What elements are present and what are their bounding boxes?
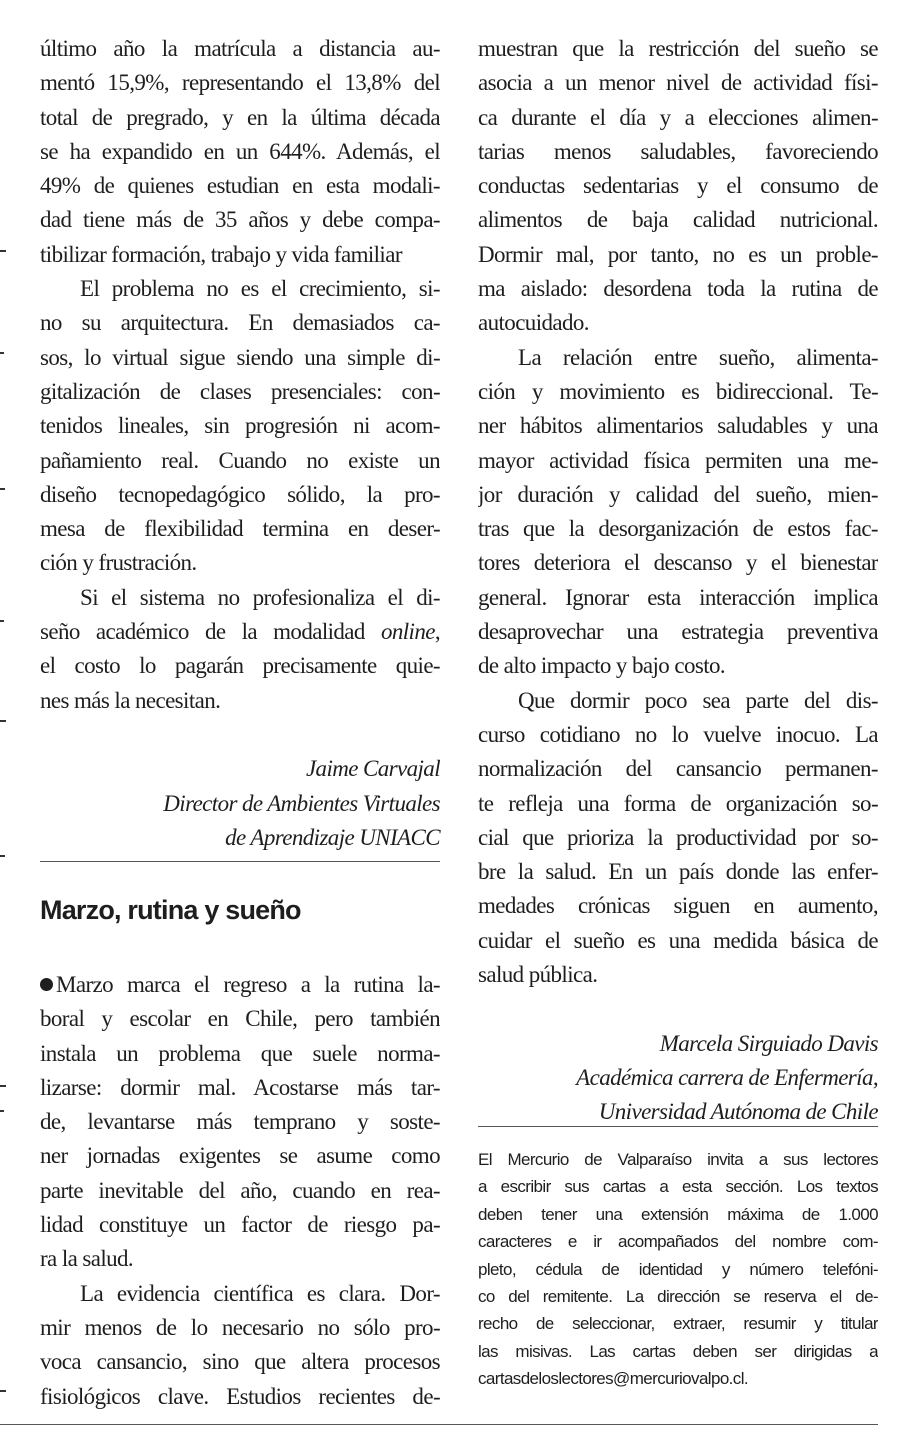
article-line: medades crónicas siguen en aumento, — [478, 893, 878, 919]
article-line: tibilizar formación, trabajo y vida familiar — [40, 241, 402, 267]
article-line: tenidos lineales, sin progresión ni acom- — [40, 413, 440, 439]
article-line: instala un problema que suele norma- — [40, 1040, 440, 1066]
editorial-notice — [478, 1146, 878, 1393]
article-line: El problema no es el crecimiento, si- — [80, 276, 440, 302]
notice-line: deben tener una extensión máxima de 1.000 — [478, 1204, 878, 1224]
right-column — [478, 32, 878, 1130]
article-line: tores deteriora el descanso y el bienestar — [478, 550, 878, 576]
article-line: mentó 15,9%, representando el 13,8% del — [40, 70, 440, 96]
article-line: tarias menos saludables, favoreciendo — [478, 138, 878, 164]
article-line: de alto impacto y bajo costo. — [478, 653, 726, 679]
article-line: no su arquitectura. En demasiados ca- — [40, 310, 440, 336]
author-title: Académica carrera de Enfermería, — [576, 1064, 878, 1090]
article-line: asocia a un menor nivel de actividad físi- — [478, 70, 878, 96]
article-line: cuidar el sueño es una medida básica de — [478, 927, 878, 953]
notice-line: recho de seleccionar, extraer, resumir y titular — [478, 1314, 878, 1334]
article-line: Que dormir poco sea parte del dis- — [518, 687, 878, 713]
article-line: conductas sedentarias y el consumo de — [478, 173, 878, 199]
section-divider — [40, 861, 440, 862]
article-line: fisiológicos clave. Estudios recientes de- — [40, 1383, 440, 1409]
article-line: lidad constituye un factor de riesgo pa- — [40, 1212, 440, 1238]
article-line: muestran que la restricción del sueño se — [478, 36, 878, 61]
article-line: normalización del cansancio permanen- — [478, 756, 878, 782]
notice-line: El Mercurio de Valparaíso invita a sus lectores — [478, 1150, 878, 1169]
left-column — [40, 32, 440, 855]
article-line: boral y escolar en Chile, pero también — [40, 1006, 440, 1032]
adjacent-column-edge — [0, 0, 10, 1436]
notice-line: las misivas. Las cartas deben ser dirigidas a — [478, 1341, 878, 1361]
article-line: total de pregrado, y en la última década — [40, 104, 440, 130]
article-line: ca durante el día y a elecciones alimen- — [478, 104, 878, 130]
notice-divider — [478, 1126, 878, 1127]
article-line: lizarse: dormir mal. Acostarse más tar- — [40, 1074, 440, 1100]
article-line: La relación entre sueño, alimenta- — [518, 344, 878, 370]
article-line: bre la salud. En un país donde las enfer- — [478, 859, 878, 885]
notice-line: pleto, cédula de identidad y número telefóni- — [478, 1259, 878, 1279]
article-line: mesa de flexibilidad termina en deser- — [40, 516, 440, 542]
page-bottom-rule — [0, 1424, 878, 1425]
article-line: ción y frustración. — [40, 550, 197, 576]
article-line: diseño tecnopedagógico sólido, la pro- — [40, 481, 440, 507]
article-line: alimentos de baja calidad nutricional. — [478, 207, 878, 233]
article-line: general. Ignorar esta interacción implica — [478, 584, 878, 610]
article-line: jor duración y calidad del sueño, mien- — [478, 481, 878, 507]
article-line: último año la matrícula a distancia au- — [40, 36, 440, 61]
article-line: ma aislado: desordena toda la rutina de — [478, 276, 878, 302]
article-line: tras que la desorganización de estos fac- — [478, 516, 878, 542]
article-line: ción y movimiento es bidireccional. Te- — [478, 378, 878, 404]
article-line: de, levantarse más temprano y soste- — [40, 1109, 440, 1135]
bullet-icon — [40, 978, 53, 991]
article-line: se ha expandido en un 644%. Además, el — [40, 138, 440, 164]
article-line: ra la salud. — [40, 1246, 134, 1272]
article-line: voca cansancio, sino que altera procesos — [40, 1349, 440, 1375]
author-name: Jaime Carvajal — [305, 756, 440, 782]
article-line: gitalización de clases presenciales: con- — [40, 378, 440, 404]
notice-email[interactable]: cartasdeloslectores@mercuriovalpo.cl. — [478, 1369, 749, 1389]
article-line: el costo lo pagarán precisamente quie- — [40, 653, 440, 679]
author-title: Director de Ambientes Virtuales — [163, 790, 440, 816]
article-line: Marzo marca el regreso a la rutina la- — [40, 968, 440, 1002]
article-line: ner jornadas exigentes se asume como — [40, 1143, 440, 1169]
author-affiliation: Universidad Autónoma de Chile — [598, 1099, 878, 1125]
notice-line: caracteres e ir acompañados del nombre com- — [478, 1232, 878, 1252]
article-line: Si el sistema no profesionaliza el di- — [80, 584, 440, 610]
author-affiliation: de Aprendizaje UNIACC — [225, 824, 440, 850]
article-line: La evidencia científica es clara. Dor- — [80, 1280, 440, 1306]
left-column-letter — [40, 968, 440, 1414]
notice-line: co del remitente. La dirección se reserva el de- — [478, 1286, 878, 1306]
article-line: Dormir mal, por tanto, no es un proble- — [478, 241, 878, 267]
article-line: curso cotidiano no lo vuelve inocuo. La — [478, 721, 878, 747]
article-line: mayor actividad física permiten una me- — [478, 447, 878, 473]
article-line: nes más la necesitan. — [40, 687, 221, 713]
article-line: dad tiene más de 35 años y debe compa- — [40, 207, 440, 233]
article-line: sos, lo virtual sigue siendo una simple di- — [40, 344, 440, 370]
article-line: desaprovechar una estrategia preventiva — [478, 619, 878, 645]
article-line: pañamiento real. Cuando no existe un — [40, 447, 440, 473]
article-line: seño académico de la modalidad online, — [40, 619, 440, 645]
notice-line: a escribir sus cartas a esta sección. Los textos — [478, 1177, 878, 1197]
article-line: 49% de quienes estudian en esta modali- — [40, 173, 440, 199]
article-line: mir menos de lo necesario no sólo pro- — [40, 1314, 440, 1340]
article-line: ner hábitos alimentarios saludables y una — [478, 413, 878, 439]
author-name: Marcela Sirguiado Davis — [659, 1030, 878, 1056]
article-line: salud pública. — [478, 962, 598, 988]
article-line: autocuidado. — [478, 310, 589, 336]
article-line: te refleja una forma de organización so- — [478, 790, 878, 816]
article-line: parte inevitable del año, cuando en rea- — [40, 1177, 440, 1203]
letter-headline: Marzo, rutina y sueño — [40, 895, 301, 925]
article-line: cial que prioriza la productividad por so- — [478, 824, 878, 850]
